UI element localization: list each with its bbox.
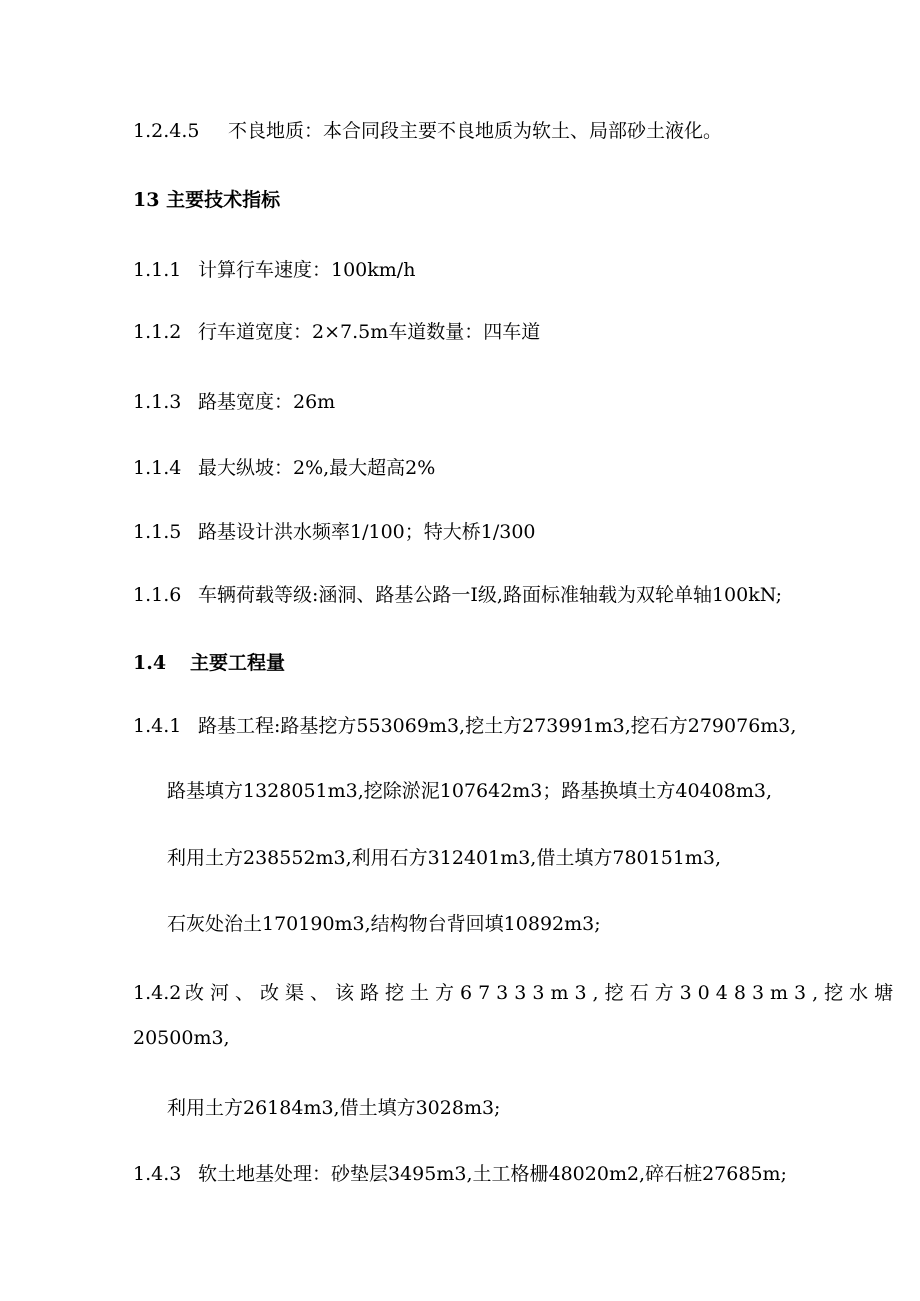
paragraph-1-2-4-5 xyxy=(133,119,722,143)
section-number: 1.4.1 xyxy=(133,715,182,737)
paragraph-text: 石灰处治土170190m3,结构物台背回填10892m3; xyxy=(167,913,601,935)
section-number: 1.1.1 xyxy=(133,259,182,281)
paragraph-text: 软土地基处理：砂垫层3495m3,土工格栅48020m2,碎石桩27685m; xyxy=(198,1163,787,1185)
paragraph-text: 计算行车速度：100km/h xyxy=(198,259,416,281)
paragraph-text: 利用土方238552m3,利用石方312401m3,借土填方780151m3, xyxy=(167,847,722,869)
section-number: 1.1.4 xyxy=(133,457,182,479)
paragraph-text: 路基宽度：26m xyxy=(198,391,336,413)
section-number: 1.4 xyxy=(133,652,167,674)
paragraph-text: 最大纵坡：2%,最大超高2% xyxy=(198,457,436,479)
heading-text: 主要工程量 xyxy=(190,652,286,674)
paragraph-1-1-2 xyxy=(133,320,540,344)
paragraph-continuation xyxy=(167,1096,500,1120)
paragraph-1-1-3 xyxy=(133,390,335,414)
section-number: 1.4.3 xyxy=(133,1163,182,1185)
paragraph-1-4-1 xyxy=(133,714,796,738)
paragraph-text: 不良地质：本合同段主要不良地质为软土、局部砂土液化。 xyxy=(228,120,723,142)
section-number: 1.4.2 xyxy=(133,982,182,1004)
paragraph-text: 改河、改渠、该路挖土方67333m3,挖石方30483m3,挖水塘 xyxy=(185,982,900,1004)
paragraph-text: 路基设计洪水频率1/100；特大桥1/300 xyxy=(198,521,536,543)
paragraph-1-4-2 xyxy=(133,981,899,1005)
section-heading-1-4 xyxy=(133,651,285,675)
section-number: 1.1.6 xyxy=(133,584,182,606)
section-number: 1.1.2 xyxy=(133,321,182,343)
paragraph-text: 20500m3, xyxy=(133,1027,230,1049)
paragraph-1-1-6 xyxy=(133,583,782,607)
paragraph-continuation xyxy=(167,846,721,870)
heading-text: 主要技术指标 xyxy=(166,189,281,211)
paragraph-1-1-4 xyxy=(133,456,435,480)
paragraph-text: 行车道宽度：2×7.5m车道数量：四车道 xyxy=(198,321,541,343)
paragraph-1-4-3 xyxy=(133,1162,787,1186)
paragraph-text: 利用土方26184m3,借土填方3028m3; xyxy=(167,1097,501,1119)
paragraph-continuation xyxy=(167,779,772,803)
paragraph-1-1-5 xyxy=(133,520,536,544)
section-number: 1.1.5 xyxy=(133,521,182,543)
paragraph-continuation xyxy=(133,1026,230,1050)
section-number: 1.1.3 xyxy=(133,391,182,413)
section-heading-13 xyxy=(133,188,280,212)
paragraph-continuation xyxy=(167,912,601,936)
paragraph-text: 路基填方1328051m3,挖除淤泥107642m3；路基换填土方40408m3, xyxy=(167,780,772,802)
paragraph-text: 路基工程:路基挖方553069m3,挖土方273991m3,挖石方279076m3, xyxy=(198,715,797,737)
paragraph-text: 车辆荷载等级:涵洞、路基公路一Ⅰ级,路面标准轴载为双轮单轴100kN; xyxy=(198,584,783,606)
section-number: 13 xyxy=(133,189,160,211)
section-number: 1.2.4.5 xyxy=(133,120,200,142)
paragraph-1-1-1 xyxy=(133,258,415,282)
